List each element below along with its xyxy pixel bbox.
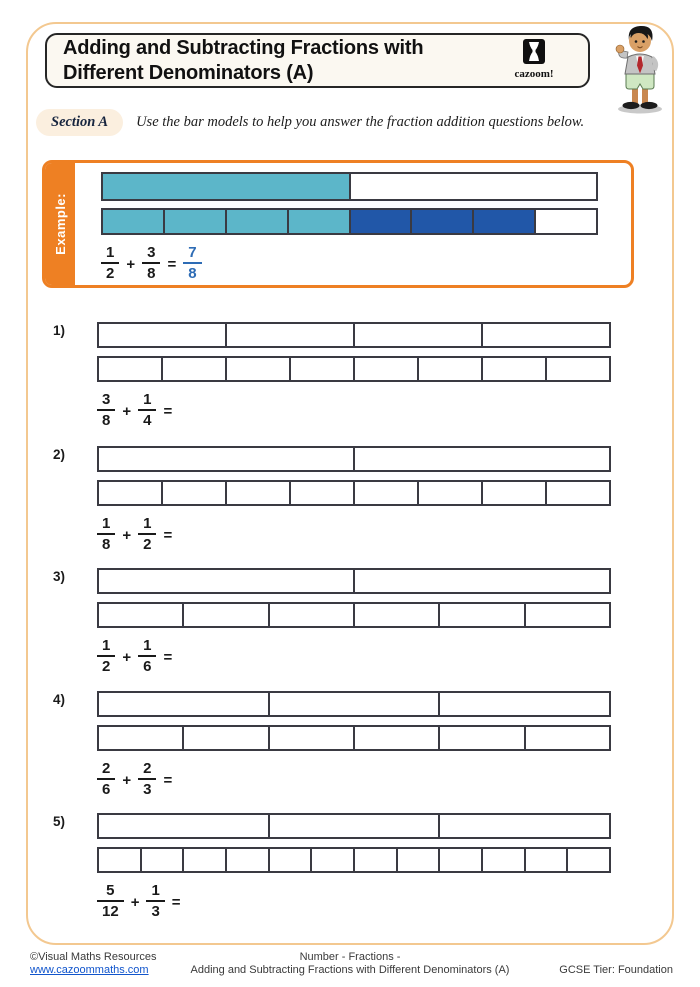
page-title-line2: Different Denominators (A) [63,61,314,84]
bar-segment-white [99,358,163,380]
bar-segment-teal [165,210,227,233]
bar-segment-blue [474,210,536,233]
fraction-2: $\frac{1}{6}$ [138,637,156,675]
example-box [42,160,634,288]
bar-segment-teal [103,210,165,233]
bar-segment-white [355,358,419,380]
equals-sign: = [163,402,173,420]
bar-segment-white [483,324,609,346]
bar-segment-white [99,324,227,346]
section-header [36,109,584,136]
example-bar-model-top [101,172,598,201]
bar-segment-white [526,604,609,626]
example-bar-model-bottom [101,208,598,235]
example-content [75,163,631,285]
fraction-1: $\frac{5}{12}$ [97,882,124,920]
bar-segment-white [227,849,270,871]
bar-segment-white [99,693,270,715]
bar-segment-white [419,358,483,380]
plus-sign: + [122,771,132,789]
boy-character-icon [612,25,668,115]
example-fraction-2: $\frac{3}{8}$ [142,244,160,282]
bar-segment-white [99,849,142,871]
bar-model-bottom [97,480,611,506]
title-box [45,33,590,88]
fraction-2: $\frac{2}{3}$ [138,760,156,798]
section-instruction: Use the bar models to help you answer the fraction addition questions below. [136,114,585,130]
bar-segment-white [163,482,227,504]
bar-segment-white [184,849,227,871]
bar-model-top [97,446,611,472]
bar-segment-white [184,604,269,626]
logo-wordmark: cazoom! [514,68,554,80]
footer-topic-line1: Number - Fractions - [299,951,401,963]
bar-segment-white [184,727,269,749]
bar-segment-white [227,324,355,346]
bar-segment-white [99,482,163,504]
bar-segment-white [99,448,355,470]
bar-model-top [97,322,611,348]
bar-segment-white [355,727,440,749]
bar-segment-white [483,358,547,380]
question-equation [97,882,611,920]
question-block-5 [53,813,611,920]
example-tab [45,163,75,285]
bar-segment-white [526,727,609,749]
bar-model-top [97,568,611,594]
footer-website-link[interactable]: www.cazoommaths.com [30,964,149,976]
fraction-1: $\frac{1}{8}$ [97,515,115,553]
bar-model-top [97,813,611,839]
fraction-2: $\frac{1}{4}$ [138,391,156,429]
bar-segment-white [526,849,569,871]
question-block-1 [53,322,611,429]
footer-left [30,951,157,977]
question-number: 1) [53,323,66,338]
bar-model-bottom [97,847,611,873]
plus-sign: + [122,402,132,420]
cazoom-logo [510,39,558,80]
question-block-4 [53,691,611,798]
fraction-2: $\frac{1}{3}$ [146,882,164,920]
bar-segment-white [355,448,609,470]
bar-model-bottom [97,356,611,382]
bar-segment-white [291,358,355,380]
bar-segment-white [270,693,441,715]
equals-sign: = [167,255,177,273]
bar-segment-teal [289,210,351,233]
bar-segment-white [270,849,313,871]
question-number: 2) [53,447,66,462]
equals-sign: = [171,893,181,911]
plus-sign: + [122,526,132,544]
bar-segment-white [270,604,355,626]
bar-segment-white [483,482,547,504]
fraction-2: $\frac{1}{2}$ [138,515,156,553]
question-number: 3) [53,569,66,584]
page-title-line1: Adding and Subtracting Fractions with [63,36,424,59]
bar-segment-white [99,570,355,592]
plus-sign: + [122,648,132,666]
bar-segment-white [440,815,609,837]
question-block-2 [53,446,611,553]
question-number: 5) [53,814,66,829]
equals-sign: = [163,771,173,789]
bar-segment-white [270,727,355,749]
bar-segment-white [99,727,184,749]
equals-sign: = [163,648,173,666]
bar-segment-white [419,482,483,504]
bar-segment-white [536,210,596,233]
bar-segment-white [547,482,609,504]
bar-segment-white [440,727,525,749]
page-title [47,36,423,86]
bar-segment-teal [103,174,351,199]
bar-segment-white [547,358,609,380]
section-badge: Section A [36,109,123,136]
bar-model-bottom [97,602,611,628]
mascot-boy-illustration [612,25,668,120]
fraction-1: $\frac{3}{8}$ [97,391,115,429]
bar-segment-white [355,482,419,504]
footer-tier-label: GCSE Tier: Foundation [559,964,673,976]
fraction-1: $\frac{1}{2}$ [97,637,115,675]
footer-topic-line2: Adding and Subtracting Fractions with Different Denominators (A) [190,964,510,976]
bar-segment-white [99,815,270,837]
example-answer-fraction: $\frac{7}{8}$ [183,244,201,282]
bar-segment-white [568,849,609,871]
bar-segment-white [355,570,609,592]
question-number: 4) [53,692,66,707]
bar-segment-white [351,174,597,199]
bar-segment-blue [412,210,474,233]
example-tab-label: Example: [52,193,68,255]
question-equation [97,515,611,553]
bar-model-top [97,691,611,717]
hourglass-icon [523,39,545,64]
bar-segment-white [99,604,184,626]
question-equation [97,760,611,798]
bar-segment-white [312,849,355,871]
bar-segment-white [270,815,441,837]
bar-segment-white [440,693,609,715]
question-block-3 [53,568,611,675]
footer-center [170,951,530,977]
fraction-1: $\frac{2}{6}$ [97,760,115,798]
bar-model-bottom [97,725,611,751]
bar-segment-white [163,358,227,380]
bar-segment-teal [227,210,289,233]
plus-sign: + [126,255,136,273]
plus-sign: + [130,893,140,911]
bar-segment-white [227,482,291,504]
question-equation [97,637,611,675]
bar-segment-white [227,358,291,380]
bar-segment-blue [351,210,413,233]
bar-segment-white [291,482,355,504]
bar-segment-white [483,849,526,871]
bar-segment-white [440,604,525,626]
bar-segment-white [142,849,185,871]
question-equation [97,391,611,429]
bar-segment-white [440,849,483,871]
equals-sign: = [163,526,173,544]
example-equation [101,244,631,282]
bar-segment-white [355,849,398,871]
example-fraction-1: $\frac{1}{2}$ [101,244,119,282]
footer-copyright: ©Visual Maths Resources [30,951,157,963]
bar-segment-white [355,324,483,346]
bar-segment-white [355,604,440,626]
bar-segment-white [398,849,441,871]
